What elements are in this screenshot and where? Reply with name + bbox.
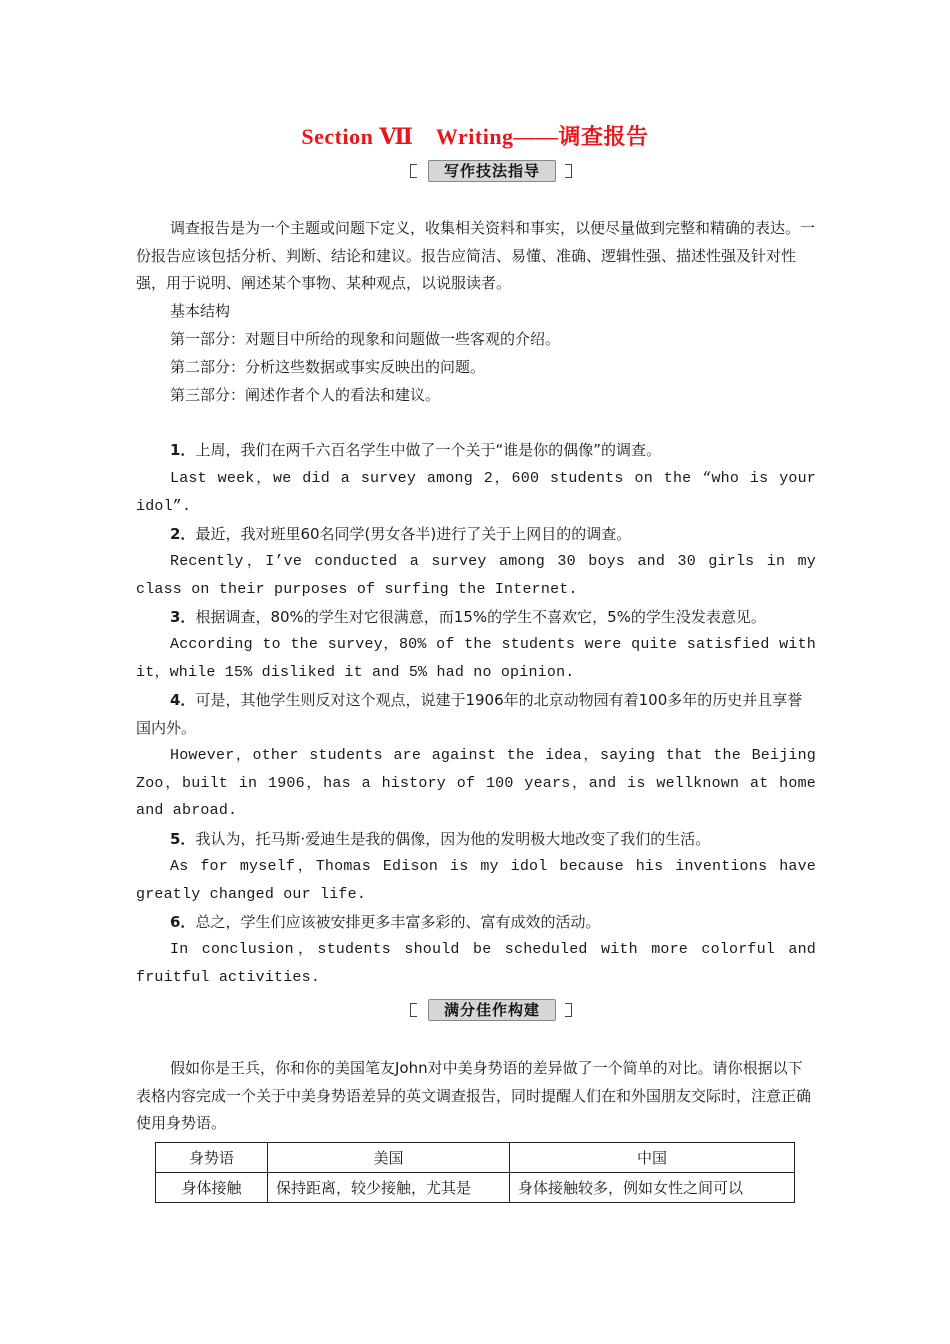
example-2-english: Recently，I’ve conducted a survey among 30 boys and 30 girls in my class on their purposes of surfing the Internet. (136, 553, 816, 598)
page-title: Section Ⅶ Writing——调查报告 (301, 124, 649, 149)
example-4-english: However，other students are against the idea，saying that the Beijing Zoo，built in 1906，has a history of 100 years，and is wellknown at home and abroad. (136, 747, 816, 819)
structure-part-3: 第三部分：阐述作者个人的看法和建议。 (170, 386, 441, 404)
example-6-english: In conclusion，students should be scheduled with more colorful and fruitful activities. (136, 941, 816, 986)
table-header-cell: 中国 (510, 1143, 795, 1173)
example-chinese-text: 最近，我对班里60名同学(男女各半)进行了关于上网目的的调查。 (195, 525, 632, 543)
banner-bracket-left (410, 164, 417, 178)
structure-heading: 基本结构 (170, 302, 231, 320)
example-chinese-text: 我认为，托马斯·爱迪生是我的偶像，因为他的发明极大地改变了我们的生活。 (195, 830, 711, 848)
example-chinese-text: 根据调查，80%的学生对它很满意，而15%的学生不喜欢它，5%的学生没发表意见。 (195, 608, 766, 626)
banner-bracket-left (410, 1003, 417, 1017)
table-cell: 身体接触较多，例如女性之间可以 (510, 1173, 795, 1203)
example-chinese-text: 上周，我们在两千六百名学生中做了一个关于“谁是你的偶像”的调查。 (195, 441, 661, 459)
banner-bracket-right (565, 164, 572, 178)
section-banner-model-essay (410, 999, 572, 1021)
banner-label: 满分佳作构建 (428, 999, 556, 1021)
table-header-cell: 身势语 (156, 1143, 268, 1173)
example-4-chinese (136, 687, 816, 742)
example-6-chinese (136, 909, 816, 937)
example-chinese-text: 总之，学生们应该被安排更多丰富多彩的、富有成效的活动。 (195, 913, 601, 931)
example-1-chinese (136, 437, 816, 465)
gesture-comparison-table (155, 1142, 795, 1203)
example-5-english: As for myself，Thomas Edison is my idol because his inventions have greatly changed our life. (136, 858, 816, 903)
example-number: 5． (170, 830, 196, 848)
table-header-cell: 美国 (268, 1143, 510, 1173)
example-1-english: Last week，we did a survey among 2，600 students on the “who is your idol”. (136, 470, 816, 515)
table-row (156, 1173, 795, 1203)
structure-part-2: 第二部分：分析这些数据或事实反映出的问题。 (170, 358, 486, 376)
table-header-row (156, 1143, 795, 1173)
example-2-chinese (136, 521, 816, 549)
banner-label: 写作技法指导 (428, 160, 556, 182)
example-3-english: According to the survey，80% of the students were quite satisfied with it，while 15% disliked it and 5% had no opinion. (136, 636, 816, 681)
example-number: 3． (170, 608, 196, 626)
structure-part-1: 第一部分：对题目中所给的现象和问题做一些客观的介绍。 (170, 330, 561, 348)
task-paragraph: 假如你是王兵，你和你的美国笔友John对中美身势语的差异做了一个简单的对比。请你根据以下表格内容完成一个关于中美身势语差异的英文调查报告，同时提醒人们在和外国朋友交际时，注意正确使用身势语。 (136, 1059, 812, 1132)
example-5-chinese (136, 826, 816, 854)
example-chinese-text: 可是，其他学生则反对这个观点，说建于1906年的北京动物园有着100多年的历史并且享誉国内外。 (136, 691, 803, 737)
section-banner-writing-guide (410, 160, 572, 182)
table-cell: 保持距离，较少接触，尤其是 (268, 1173, 510, 1203)
table-cell: 身体接触 (156, 1173, 268, 1203)
example-number: 4． (170, 691, 196, 709)
intro-paragraph: 调查报告是为一个主题或问题下定义，收集相关资料和事实，以便尽量做到完整和精确的表达。一份报告应该包括分析、判断、结论和建议。报告应简洁、易懂、准确、逻辑性强、描述性强及针对性强，用于说明、阐述某个事物、某种观点，以说服读者。 (136, 219, 816, 292)
banner-bracket-right (565, 1003, 572, 1017)
example-3-chinese (136, 604, 816, 632)
example-number: 6． (170, 913, 196, 931)
example-number: 1． (170, 441, 196, 459)
example-number: 2． (170, 525, 196, 543)
